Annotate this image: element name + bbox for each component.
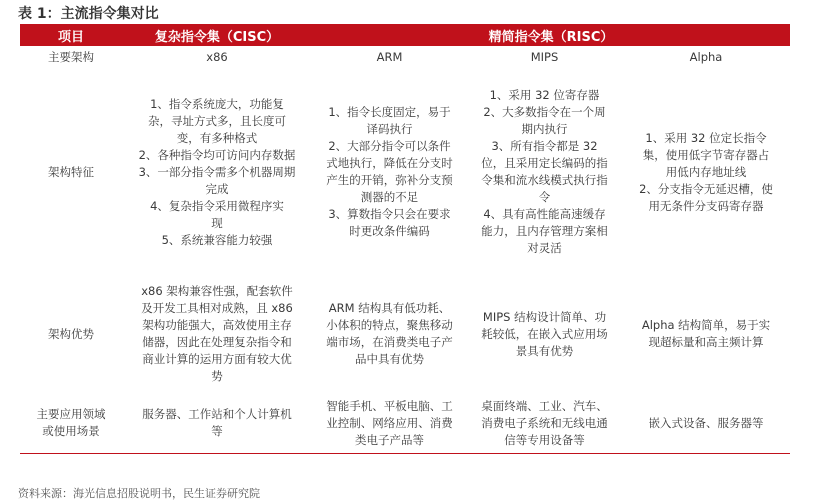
cell-applications-mips: [467, 393, 622, 454]
cell-applications-arm: [312, 393, 467, 454]
cell-advantages-alpha: [622, 275, 790, 393]
cell-line: MIPS 结构设计简单、功: [482, 309, 607, 324]
cell-applications-x86: [122, 393, 312, 454]
cell-line: 式地执行，降低在分支时: [326, 156, 453, 170]
cell-line: 4、具有高性能高速缓存: [483, 207, 606, 221]
cell-line: 现: [211, 215, 223, 230]
cell-line: 2、大多数指令在一个周: [483, 105, 606, 119]
cell-line: 2、分支指令无延迟槽，使: [639, 181, 773, 196]
row-label-features: 架构特征: [48, 164, 94, 179]
cell-line: 5、系统兼容能力较强: [161, 232, 273, 247]
cell-line: 对灵活: [527, 241, 562, 255]
cell-line: 变，有多种格式: [176, 130, 258, 145]
cell-line: 集，使用低字节寄存器占: [642, 147, 770, 162]
source-note: 资料来源：海光信息招股说明书，民生证券研究院: [18, 487, 260, 500]
cell-line: Alpha 结构简单，易于实: [641, 318, 771, 332]
cell-line: 能力，且内存管理方案相: [481, 224, 608, 238]
table-row-arch: [20, 46, 790, 69]
cell-line: 智能手机、平板电脑、工: [326, 398, 453, 413]
cell-line: 用无条件分支码寄存器: [648, 198, 764, 213]
cell-line: 及开发工具相对成熟，且 x86: [141, 301, 293, 315]
cell-line: 消费电子系统和无线电通: [481, 415, 608, 430]
cell-line: 测器的不足: [360, 190, 419, 204]
cell-line: 令集和流水线模式执行指: [481, 173, 608, 187]
header-risc: 精简指令集（RISC）: [312, 24, 790, 46]
cell-line: 品中具有优势: [355, 352, 424, 366]
cell-line: 景具有优势: [515, 343, 574, 358]
cell-line: 架构功能强大，高效使用主存: [142, 318, 292, 332]
cell-line: 商业计算的运用方面有较大优: [142, 352, 292, 366]
cell-line: 4、复杂指令采用微程序实: [150, 198, 284, 213]
cell-applications-alpha: [622, 393, 790, 454]
cell-arch-arm: ARM: [376, 50, 403, 64]
cell-line: 1、采用 32 位寄存器: [489, 88, 600, 102]
cell-features-mips: [467, 69, 622, 275]
cell-features-arm: [312, 69, 467, 275]
cell-line: 等: [211, 424, 223, 438]
cell-line: 端市场，在消费类电子产: [326, 335, 453, 349]
cell-line: 3、所有指令都是 32: [491, 139, 598, 153]
cell-line: 业控制、网络应用、消费: [326, 415, 453, 430]
cell-line: 2、各种指令均可访问内存数据: [138, 147, 296, 162]
cell-line: 用低内存地址线: [665, 164, 747, 179]
cell-line: 1、采用 32 位定长指令: [645, 130, 767, 145]
row-label-applications: [20, 393, 122, 454]
cell-line: 现超标量和高主频计算: [648, 335, 764, 349]
cell-arch-x86: x86: [206, 50, 228, 64]
cell-line: 主要应用领域: [36, 407, 106, 421]
cell-line: 时更改条件编码: [349, 224, 430, 238]
header-item: 项目: [20, 24, 122, 46]
cell-features-alpha: [622, 69, 790, 275]
cell-line: 产生的开销，弥补分支预: [326, 173, 453, 187]
cell-line: 或使用场景: [42, 424, 100, 438]
cell-line: 储器，因此在处理复杂指令和: [142, 335, 292, 349]
cell-line: 3、一部分指令需多个机器周期: [138, 164, 296, 179]
cell-line: 1、指令长度固定，易于: [328, 105, 451, 119]
header-cisc: 复杂指令集（CISC）: [122, 24, 312, 46]
cell-line: 令: [538, 190, 551, 204]
cell-line: 3、算数指令只会在要求: [328, 207, 451, 221]
cell-advantages-arm: [312, 275, 467, 393]
cell-line: 耗较低，在嵌入式应用场: [481, 326, 608, 341]
table-row-advantages: [20, 275, 790, 393]
cell-line: 完成: [205, 181, 229, 196]
cell-arch-mips: MIPS: [530, 50, 559, 64]
table-row-features: [20, 69, 790, 275]
cell-line: 小体积的特点，聚焦移动: [326, 318, 453, 332]
cell-line: x86 架构兼容性强，配套软件: [141, 284, 293, 298]
table-title: 表 1：主流指令集对比: [18, 6, 159, 22]
row-label-arch: 主要架构: [48, 50, 94, 64]
cell-line: 嵌入式设备、服务器等: [648, 415, 764, 430]
cell-line: 服务器、工作站和个人计算机: [142, 407, 292, 421]
cell-line: 2、大部分指令可以条件: [328, 139, 451, 153]
header-row: [20, 24, 790, 46]
table-row-applications: [20, 393, 790, 454]
cell-line: 信等专用设备等: [504, 432, 585, 447]
cell-advantages-mips: [467, 275, 622, 393]
cell-line: 位，且采用定长编码的指: [481, 156, 608, 170]
cell-line: 1、指令系统庞大，功能复: [150, 96, 284, 111]
row-label-advantages: 架构优势: [48, 326, 94, 341]
cell-line: ARM 结构具有低功耗、: [328, 301, 451, 315]
cell-line: 桌面终端、工业、汽车、: [481, 398, 608, 413]
cell-line: 期内执行: [521, 122, 568, 136]
cell-line: 势: [211, 369, 223, 383]
comparison-table: [20, 24, 790, 454]
cell-line: 杂，寻址方式多，且长度可: [148, 113, 286, 128]
cell-arch-alpha: Alpha: [689, 50, 723, 64]
cell-line: 译码执行: [366, 122, 413, 136]
cell-line: 类电子产品等: [355, 432, 424, 447]
cell-advantages-x86: [122, 275, 312, 393]
cell-features-x86: [122, 69, 312, 275]
